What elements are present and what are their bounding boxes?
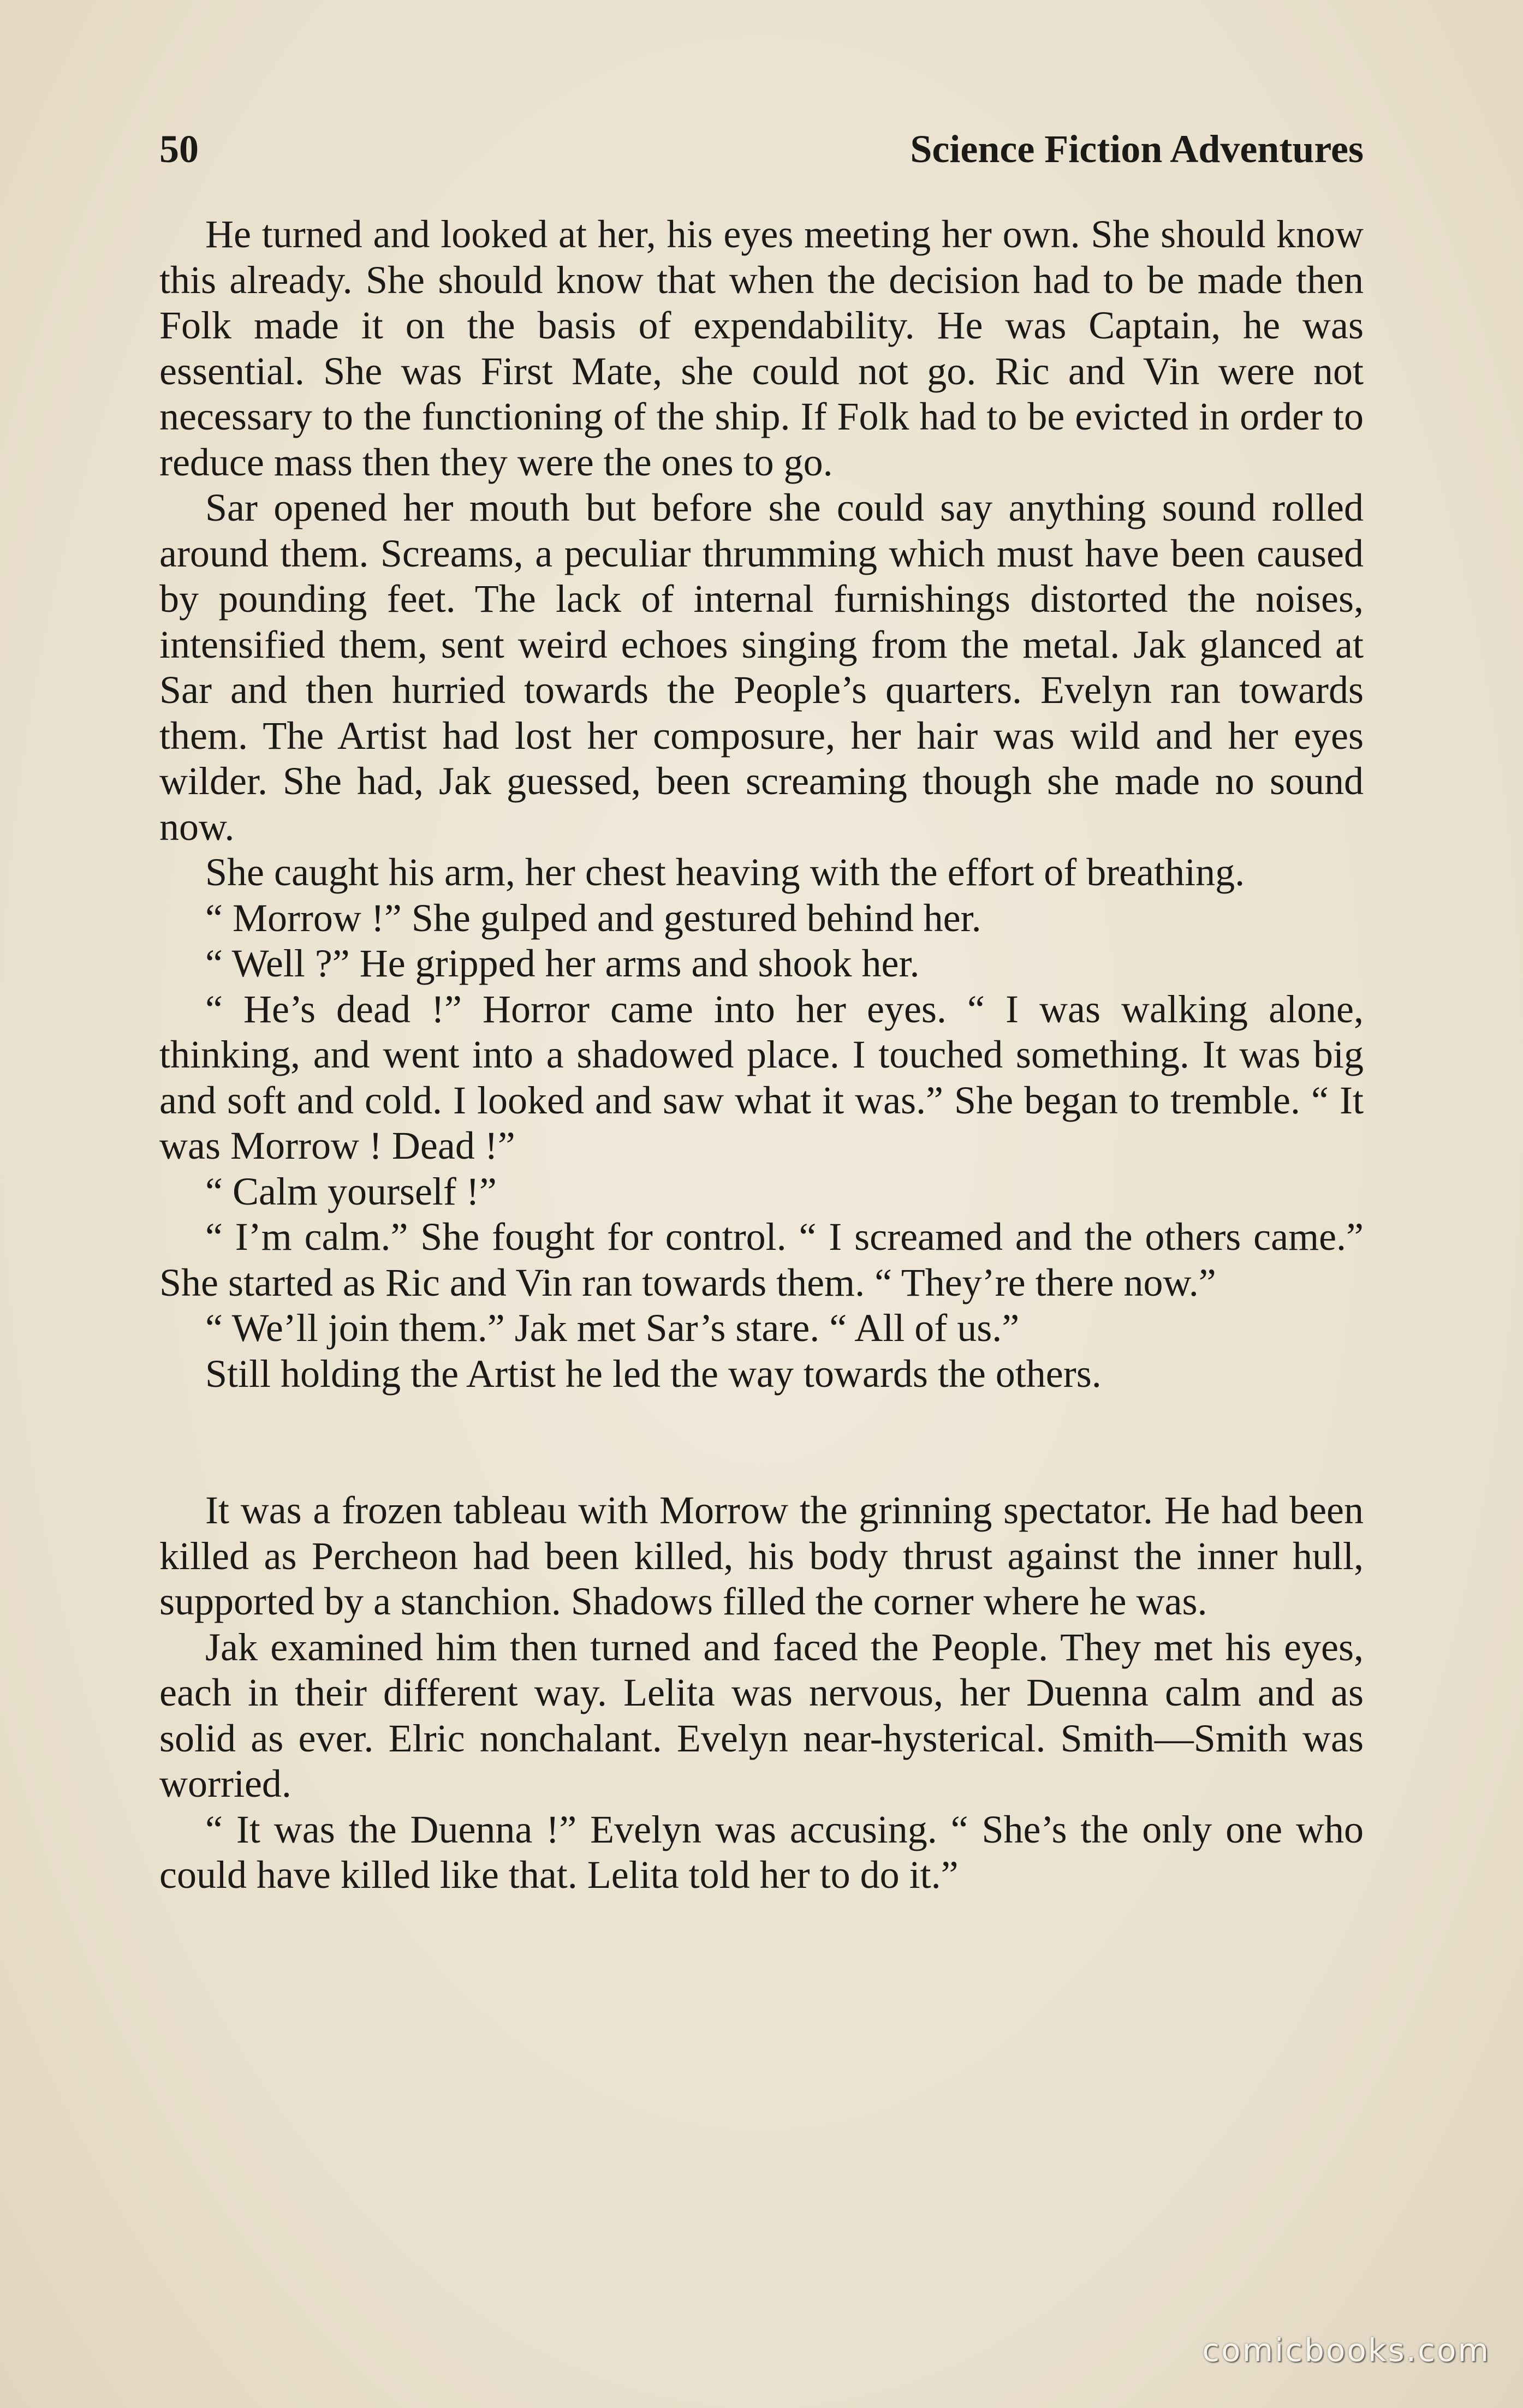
paragraph: “ Morrow !” She gulped and gestured behind her. — [205, 896, 981, 940]
paragraph: Jak examined him then turned and faced the People. They met his eyes, each in their different way. Lelita was nervous, her Duenna calm and as solid as ever. Elric nonchalant. Evelyn near-hysterical. Smith—Smith was worried. — [159, 1625, 1364, 1805]
section-break — [159, 1397, 1364, 1488]
paragraph: She caught his arm, her chest heaving with the effort of breathing. — [205, 850, 1245, 894]
watermark: comicbooks.com — [1202, 2332, 1490, 2369]
paragraph: “ Well ?” He gripped her arms and shook her. — [205, 941, 920, 985]
page-body — [159, 212, 1364, 1898]
page-number: 50 — [159, 127, 199, 171]
running-title: Science Fiction Adventures — [910, 127, 1364, 171]
paragraph: “ We’ll join them.” Jak met Sar’s stare. “ All of us.” — [205, 1306, 1020, 1350]
paragraph: “ It was the Duenna !” Evelyn was accusing. “ She’s the only one who could have killed like that. Lelita told her to do it.” — [159, 1807, 1364, 1897]
paragraph: “ He’s dead !” Horror came into her eyes. “ I was walking alone, thinking, and went into a shadowed place. I touched something. It was big and soft and cold. I looked and saw what it was.” She began to tremble. “ It was Morrow ! Dead !” — [159, 987, 1364, 1167]
paragraph: It was a frozen tableau with Morrow the grinning spectator. He had been killed as Percheon had been killed, his body thrust against the inner hull, supported by a stanchion. Shadows filled the corner where he was. — [159, 1488, 1364, 1623]
page-header — [159, 119, 1364, 179]
paragraph: Sar opened her mouth but before she could say anything sound rolled around them. Screams, a peculiar thrumming which must have been caused by pounding feet. The lack of internal furnishings distorted the noises, intensified them, sent weird echoes singing from the metal. Jak glanced at Sar and then hurried towards the People’s quarters. Evelyn ran towards them. The Artist had lost her composure, her hair was wild and her eyes wilder. She had, Jak guessed, been screaming though she made no sound now. — [159, 486, 1364, 849]
paragraph: “ Calm yourself !” — [205, 1169, 497, 1213]
paragraph: Still holding the Artist he led the way towards the others. — [205, 1351, 1102, 1396]
paragraph: He turned and looked at her, his eyes meeting her own. She should know this already. She should know that when the decision had to be made then Folk made it on the basis of expendability. He was Captain, he was essential. She was First Mate, she could not go. Ric and Vin were not necessary to the functioning of the ship. If Folk had to be evicted in order to reduce mass then they were the ones to go. — [159, 212, 1364, 484]
paragraph: “ I’m calm.” She fought for control. “ I screamed and the others came.” She started as Ric and Vin ran towards them. “ They’re there now.” — [159, 1215, 1364, 1304]
